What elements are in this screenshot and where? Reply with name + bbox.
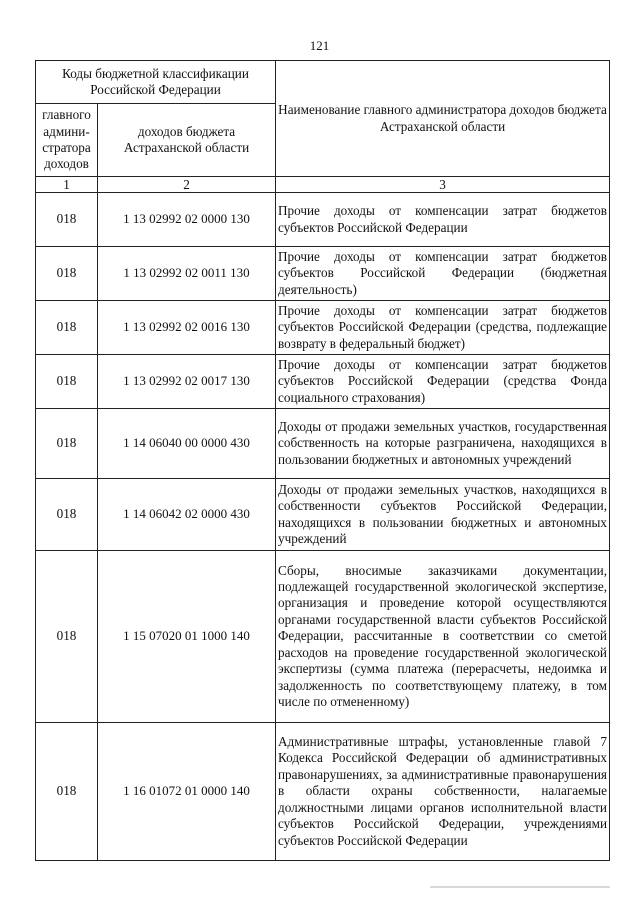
column-number: 1 bbox=[36, 177, 98, 193]
revenue-code-cell: 1 14 06040 00 0000 430 bbox=[98, 409, 276, 479]
revenue-name-cell: Прочие доходы от компенсации затрат бюджетов субъектов Российской Федерации (средства Фонда социального страхования) bbox=[276, 355, 610, 409]
table-row bbox=[36, 551, 610, 723]
table-row bbox=[36, 723, 610, 861]
revenue-code-cell: 1 13 02992 02 0016 130 bbox=[98, 301, 276, 355]
admin-code-cell: 018 bbox=[36, 247, 98, 301]
revenue-code-cell: 1 13 02992 02 0000 130 bbox=[98, 193, 276, 247]
revenue-name-cell: Прочие доходы от компенсации затрат бюджетов субъектов Российской Федерации (средства, подлежащие возврату в федеральный бюджет) bbox=[276, 301, 610, 355]
scan-edge-shadow bbox=[430, 886, 610, 888]
header-budget-revenues: доходов бюджета Астраханской области bbox=[98, 104, 276, 177]
table-row bbox=[36, 409, 610, 479]
admin-code-cell: 018 bbox=[36, 551, 98, 723]
revenue-code-cell: 1 16 01072 01 0000 140 bbox=[98, 723, 276, 861]
revenue-name-cell: Сборы, вносимые заказчиками документации, подлежащей государственной экологической экспертизе, организация и проведение которой осуществляются органами государственной власти субъектов Российской Федерации, рассчитанные в соответствии со сметой расходов на проведение государственной экологической экспертизы (сумма платежа (перерасчеты, недоимка и задолженность по соответствующему платежу, в том числе по отмененному) bbox=[276, 551, 610, 723]
table-row bbox=[36, 479, 610, 551]
admin-code-cell: 018 bbox=[36, 193, 98, 247]
header-main-administrator: главного админи-стратора доходов bbox=[36, 104, 98, 177]
revenue-name-cell: Прочие доходы от компенсации затрат бюджетов субъектов Российской Федерации (бюджетная деятельность) bbox=[276, 247, 610, 301]
header-administrator-name: Наименование главного администратора доходов бюджета Астраханской области bbox=[276, 61, 610, 177]
admin-code-cell: 018 bbox=[36, 301, 98, 355]
admin-code-cell: 018 bbox=[36, 409, 98, 479]
revenue-name-cell: Прочие доходы от компенсации затрат бюджетов субъектов Российской Федерации bbox=[276, 193, 610, 247]
revenue-name-cell: Доходы от продажи земельных участков, находящихся в собственности субъектов Российской Федерации, находящихся в пользовании бюджетных и автономных учреждений bbox=[276, 479, 610, 551]
revenue-code-cell: 1 13 02992 02 0011 130 bbox=[98, 247, 276, 301]
revenue-name-cell: Доходы от продажи земельных участков, государственная собственность на которые разграничена, находящихся в пользовании бюджетных и автономных учреждений bbox=[276, 409, 610, 479]
admin-code-cell: 018 bbox=[36, 723, 98, 861]
header-budget-codes: Коды бюджетной классификации Российской Федерации bbox=[36, 61, 276, 104]
table-header bbox=[36, 61, 610, 193]
budget-classification-table bbox=[35, 60, 610, 861]
table-row bbox=[36, 247, 610, 301]
revenue-name-cell: Административные штрафы, установленные главой 7 Кодекса Российской Федерации об административных правонарушениях, за административные правонарушения в области охраны собственности, налагаемые должностными лицами органов исполнительной власти субъектов Российской Федерации, учреждениями субъектов Российской Федерации bbox=[276, 723, 610, 861]
column-number: 3 bbox=[276, 177, 610, 193]
revenue-code-cell: 1 13 02992 02 0017 130 bbox=[98, 355, 276, 409]
admin-code-cell: 018 bbox=[36, 355, 98, 409]
revenue-code-cell: 1 14 06042 02 0000 430 bbox=[98, 479, 276, 551]
admin-code-cell: 018 bbox=[36, 479, 98, 551]
table-body bbox=[36, 193, 610, 861]
table-row bbox=[36, 301, 610, 355]
page-number: 121 bbox=[309, 38, 330, 53]
column-number: 2 bbox=[98, 177, 276, 193]
table-row bbox=[36, 193, 610, 247]
revenue-code-cell: 1 15 07020 01 1000 140 bbox=[98, 551, 276, 723]
table-row bbox=[36, 355, 610, 409]
